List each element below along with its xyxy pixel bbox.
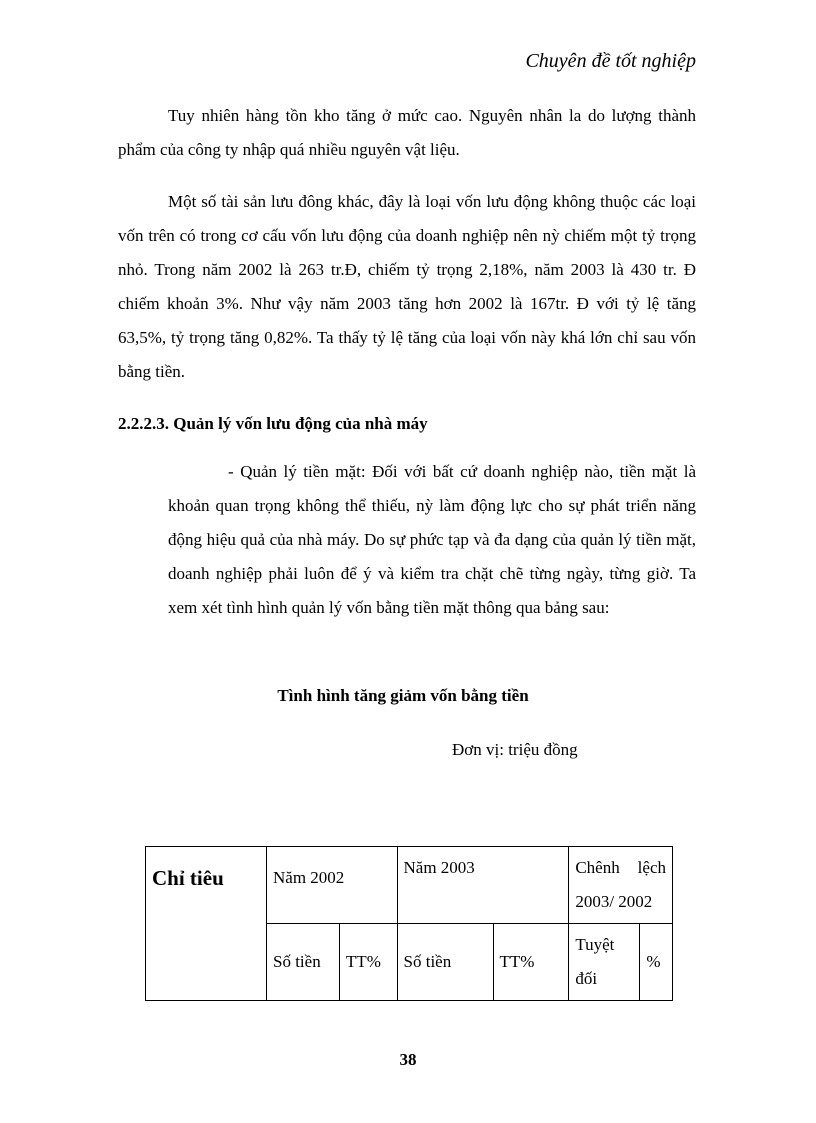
paragraph-inventory: Tuy nhiên hàng tồn kho tăng ở mức cao. Nguyên nhân la do lượng thành phẩm của công ty nhập quá nhiều nguyên vật liệu. [118, 106, 696, 159]
header-year-2003: Năm 2003 [397, 847, 569, 924]
header-indicator: Chỉ tiêu [146, 847, 267, 1001]
subheader-percent: % [640, 924, 673, 1001]
paragraph-other-assets: Một số tài sản lưu đông khác, đây là loại vốn lưu động không thuộc các loại vốn trên có trong cơ cấu vốn lưu động của doanh nghiệp nên nỳ chiếm một tỷ trọng nhỏ. Trong năm 2002 là 263 tr.Đ, chiếm tỷ trọng 2,18%, năm 2003 là 430 tr. Đ chiếm khoản 3%. Như vậy năm 2003 tăng hơn 2002 là 167tr. Đ với tỷ lệ tăng 63,5%, tỷ trọng tăng 0,82%. Ta thấy tỷ lệ tăng của loại vốn này khá lớn chỉ sau vốn bằng tiền. [118, 192, 696, 381]
header-difference-word1: Chênh [575, 858, 620, 877]
subheader-pct-2003: TT% [493, 924, 569, 1001]
cash-table [145, 846, 673, 1001]
subheader-absolute: Tuyệt đối [569, 924, 640, 1001]
header-difference-word2: lệch [637, 858, 666, 877]
page-number: 38 [399, 1050, 417, 1069]
cash-management-text: - Quản lý tiền mặt: Đối với bất cứ doanh nghiệp nào, tiền mặt là khoản quan trọng không thể thiếu, nỳ làm động lực cho sự phát triển năng động hiệu quả của nhà máy. Do sự phức tạp và đa dạng của quản lý tiền mặt, doanh nghiệp phải luôn để ý và kiểm tra chặt chẽ từng ngày, từng giờ. Ta xem xét tình hình quản lý vốn bằng tiền mặt thông qua bảng sau: [168, 462, 696, 617]
table-unit: Đơn vị: triệu đồng [452, 740, 578, 759]
table-title: Tình hình tăng giảm vốn bằng tiền [277, 686, 529, 705]
header-year-2002: Năm 2002 [267, 847, 398, 924]
subheader-pct-2002: TT% [339, 924, 397, 1001]
section-heading: 2.2.2.3. Quản lý vốn lưu động của nhà máy [118, 414, 428, 433]
subheader-amount-2002: Số tiền [267, 924, 340, 1001]
document-header: Chuyên đề tốt nghiệp [525, 50, 696, 72]
header-difference-years: 2003/ 2002 [575, 892, 653, 911]
table-header-row [146, 847, 673, 924]
subheader-amount-2003: Số tiền [397, 924, 493, 1001]
paragraph-cash-management [168, 455, 696, 625]
header-difference [569, 847, 673, 924]
